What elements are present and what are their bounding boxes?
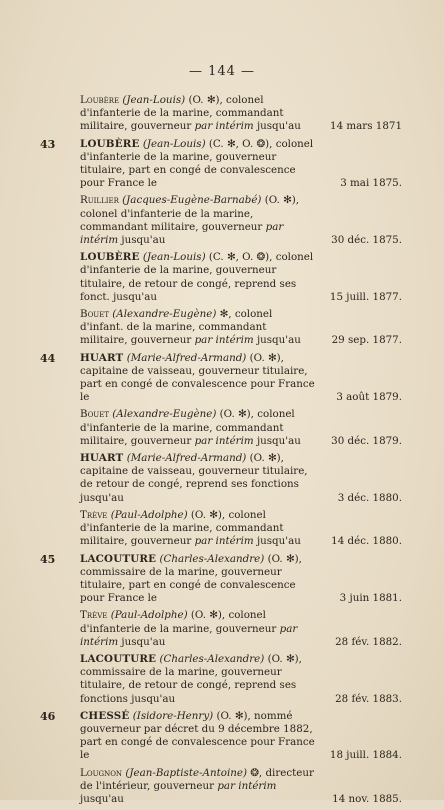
governor-given-names: (Jacques-Eugène-Barnabé): [122, 194, 262, 207]
page-number: — 144 —: [188, 64, 256, 79]
until-label: jusqu'au: [121, 234, 166, 247]
governor-title: (O. ✻), colonel d'infanterie de la marine, commandant militaire, gouverneur: [80, 94, 284, 133]
interim-label: par intérim: [80, 622, 298, 648]
governor-title: ✻, colonel d'infant. de la marine, commandant militaire, gouverneur: [80, 308, 273, 347]
entry-date: 30 déc. 1875.: [331, 234, 402, 247]
governor-given-names: (Alexandre-Eugène): [112, 308, 217, 321]
interim-label: par intérim: [80, 220, 284, 247]
governor-given-names: (Isidore-Henry): [132, 709, 214, 722]
governor-surname: HUART: [80, 351, 124, 364]
governor-title: (O. ✻), colonel d'infanterie de la marine, gouverneur: [80, 609, 277, 635]
until-label: jusqu'au: [256, 120, 301, 133]
until-label: jusqu'au: [121, 635, 166, 648]
entry-date: 14 déc. 1880.: [331, 535, 402, 548]
entry-date: 14 mars 1871: [330, 120, 402, 133]
governor-list: [40, 94, 402, 810]
governor-entry: [52, 194, 402, 247]
entry-date: 3 déc. 1880.: [337, 491, 402, 504]
entry-number: 44: [40, 351, 56, 365]
governor-surname: Bouet: [80, 308, 109, 321]
until-label: jusqu'au: [256, 334, 301, 347]
governor-title: (C. ✻, O. ❂), colonel d'infanterie de la marine, gouverneur titulaire, de retour de congé, reprend ses fonct. jusqu'au: [80, 251, 314, 303]
governor-title: (O. ✻), colonel d'infanterie de la marine, commandant militaire, gouverneur: [80, 408, 295, 447]
governor-given-names: (Paul-Adolphe): [110, 508, 188, 521]
entry-date: 3 août 1879.: [336, 391, 402, 404]
governor-surname: Ruillier: [80, 194, 119, 207]
governor-entry: [52, 653, 402, 706]
entry-date: 18 juill. 1884.: [329, 749, 402, 762]
governor-surname: Trève: [80, 508, 108, 521]
governor-title: (C. ✻, O. ❂), colonel d'infanterie de la marine, gouverneur titulaire, part en congé de convalescence pour France le: [80, 137, 314, 190]
interim-label: par intérim: [194, 434, 254, 447]
governor-given-names: (Alexandre-Eugène): [112, 408, 217, 421]
governor-given-names: (Marie-Alfred-Armand): [126, 452, 247, 465]
governor-surname: Loubère: [80, 94, 120, 106]
entry-number: 45: [40, 552, 56, 566]
governor-surname: LOUBÈRE: [80, 137, 140, 150]
interim-label: par intérim: [194, 120, 254, 133]
entry-date: 3 mai 1875.: [340, 177, 402, 190]
until-label: jusqu'au: [256, 535, 301, 548]
governor-title: (O. ✻), capitaine de vaisseau, gouverneur titulaire, de retour de congé, reprend ses fonctions jusqu'au: [80, 452, 308, 504]
governor-entry: [52, 509, 402, 549]
entry-date: 15 juill. 1877.: [329, 290, 402, 303]
governor-surname: LACOUTURE: [80, 552, 157, 565]
governor-entry: [52, 452, 402, 505]
governor-entry: [52, 308, 402, 348]
governor-title: (O. ✻), colonel d'infanterie de la marine, commandant militaire, gouverneur: [80, 508, 284, 548]
entry-date: 28 fév. 1883.: [335, 692, 402, 705]
governor-title: ❂, directeur de l'intérieur, gouverneur: [80, 766, 314, 792]
governor-entry: [52, 767, 402, 807]
governor-title: (O. ✻), commissaire de la marine, gouverneur titulaire, part en congé de convalescence pour France le: [80, 552, 302, 605]
entry-date: 3 juin 1881.: [339, 592, 402, 605]
governor-entry: [40, 552, 402, 606]
interim-label: par intérim: [194, 535, 254, 548]
governor-surname: Trève: [80, 609, 108, 622]
governor-given-names: (Jean-Louis): [122, 94, 186, 106]
governor-entry: [52, 408, 402, 448]
governor-given-names: (Jean-Louis): [142, 251, 206, 264]
governor-given-names: (Paul-Adolphe): [110, 609, 188, 622]
until-label: jusqu'au: [256, 434, 301, 447]
governor-title: (O. ✻), colonel d'infanterie de la marine, commandant militaire, gouverneur: [80, 194, 300, 233]
governor-surname: LACOUTURE: [80, 652, 157, 665]
governor-given-names: (Charles-Alexandre): [159, 552, 265, 565]
governor-entry: [52, 94, 402, 134]
interim-label: par intérim: [194, 334, 254, 347]
entry-date: 28 fév. 1882.: [335, 635, 402, 648]
entry-date: 29 sep. 1877.: [331, 334, 402, 347]
governor-entry: [52, 609, 402, 649]
governor-given-names: (Marie-Alfred-Armand): [126, 351, 247, 364]
governor-title: (O. ✻), nommé gouverneur par décret du 9 décembre 1882, part en congé de convalescence pour France le: [80, 709, 315, 762]
governor-entry: [52, 251, 402, 304]
governor-title: (O. ✻), commissaire de la marine, gouverneur titulaire, de retour de congé, reprend ses fonctions jusqu'au: [80, 652, 302, 705]
governor-surname: LOUBÈRE: [80, 251, 140, 264]
entry-number: 46: [40, 709, 56, 723]
governor-given-names: (Charles-Alexandre): [159, 652, 265, 665]
governor-given-names: (Jean-Louis): [142, 137, 206, 150]
entry-number: 43: [40, 137, 56, 151]
governor-surname: Bouet: [80, 408, 109, 421]
governor-surname: Lougnon: [80, 766, 123, 779]
governor-given-names: (Jean-Baptiste-Antoine): [125, 766, 247, 779]
entry-date: 30 déc. 1879.: [331, 434, 402, 447]
governor-entry: [40, 709, 402, 763]
governor-title: (O. ✻), capitaine de vaisseau, gouverneur titulaire, part en congé de convalescence pour France le: [80, 351, 315, 404]
governor-entry: [40, 137, 402, 191]
interim-label: par intérim: [217, 779, 277, 792]
governor-entry: [40, 351, 402, 405]
governor-surname: HUART: [80, 452, 124, 465]
governor-surname: CHESSÉ: [80, 709, 130, 722]
entry-date: 14 nov. 1885.: [332, 792, 402, 805]
until-label: jusqu'au: [80, 792, 124, 805]
